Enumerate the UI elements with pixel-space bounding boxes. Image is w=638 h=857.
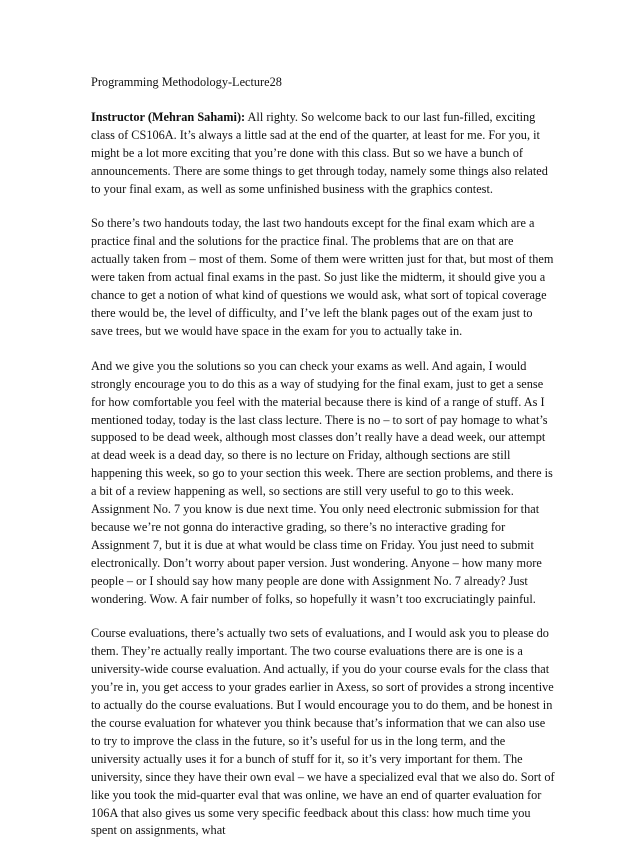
paragraph-3: And we give you the solutions so you can check your exams as well. And again, I would strongly encourage you to do this as a way of studying for the final exam, just to get a sense for how comfortable you feel with the material because there is kind of a range of stuff. As I mentioned today, today is the last class lecture. There is no – to sort of pay homage to what’s supposed to be dead week, although most classes don’t really have a dead week, our attempt at dead week is a dead day, so there is no lecture on Friday, although sections are still happening this week, so go to your section this week. There are section problems, and there is a bit of a review happening as well, so sections are still very useful to go to this week. Assignment No. 7 you know is due next time. You only need electronic submission for that because we’re not gonna do interactive grading, so there’s no interactive grading for Assignment 7, but it is due at what would be class time on Friday. You just need to submit electronically. Don’t worry about paper version. Just wondering. Anyone – how many more people – or I should say how many people are done with Assignment No. 7 already? Just wondering. Wow. A fair number of folks, so hopefully it wasn’t too excruciatingly painful. [91,358,553,606]
paragraph-4: Course evaluations, there’s actually two sets of evaluations, and I would ask you to please do them. They’re actually really important. The two course evaluations there are is one is a university-wide course evaluation. And actually, if you do your course evals for the class that you’re in, you get access to your grades earlier in Axess, so sort of provides a strong incentive to actually do the course evaluations. But I would encourage you to do them, and be honest in the course evaluation for whatever you think because that’s information that we can also use to try to improve the class in the future, so it’s useful for us in the long term, and the university actually uses it for a bunch of stuff for it, so it’s very important for them. The university, since they have their own eval – we have a specialized eval that we also do. Sort of like you took the mid-quarter eval that was online, we have an end of quarter evaluation for 106A that also gives us some very specific feedback about this class: how much time you spent on assignments, what [91,626,555,838]
paragraph-1-text: All righty. So welcome back to our last fun-filled, exciting class of CS106A. It’s always a little sad at the end of the quarter, at least for me. For you, it might be a lot more exciting that you’re done with this class. But so we have a bunch of announcements. There are some things to get through today, namely some things also related to your final exam, as well as some unfinished business with the graphics contest. [91,109,548,196]
speaker-label: Instructor (Mehran Sahami): [91,109,246,124]
paragraph-2: So there’s two handouts today, the last two handouts except for the final exam which are a practice final and the solutions for the practice final. The problems that are on that are actually taken from – most of them. Some of them were written just for that, but most of them were taken from actual final exams in the past. So just like the midterm, it should give you a chance to get a notion of what kind of questions we would ask, what sort of topical coverage there would be, the level of difficulty, and I’ve left the blank pages out of the exam just to save trees, but we would have space in the exam for you to actually take in. [91,216,554,338]
paragraph-1 [91,109,555,199]
document-title: Programming Methodology-Lecture28 [91,75,282,89]
document-page [91,74,555,857]
